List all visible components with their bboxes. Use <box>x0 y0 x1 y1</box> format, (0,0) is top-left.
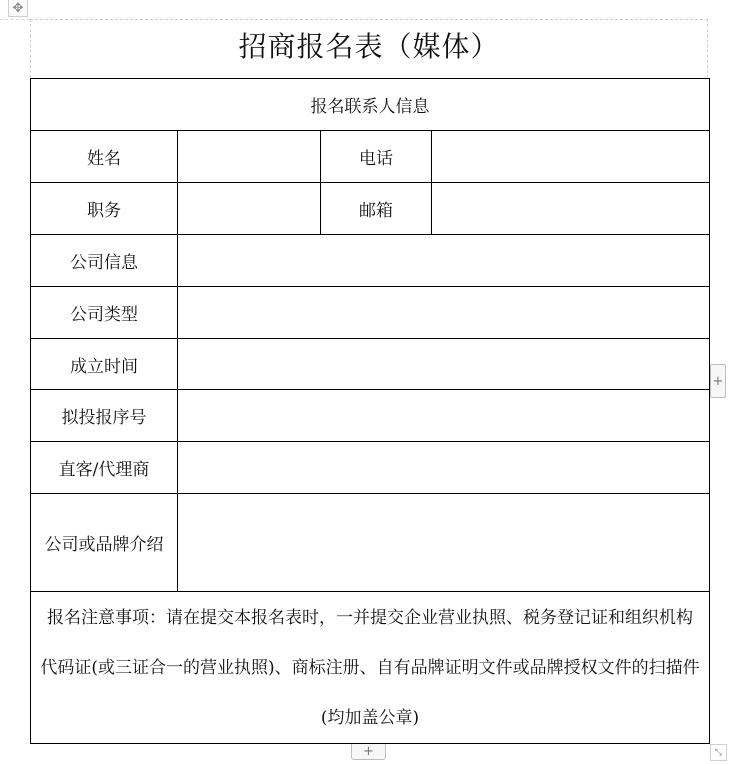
table-guide-line <box>0 19 30 20</box>
client-type-field[interactable] <box>178 442 710 494</box>
notes-line-2: 代码证(或三证合一的营业执照)、商标注册、自有品牌证明文件或品牌授权文件的扫描件 <box>40 657 700 678</box>
add-row-button[interactable] <box>351 744 386 760</box>
label-company-intro: 公司或品牌介绍 <box>31 494 178 592</box>
plus-icon: + <box>363 744 374 759</box>
label-bid-number: 拟投报序号 <box>31 390 178 442</box>
label-client-type: 直客/代理商 <box>31 442 178 494</box>
label-company-info: 公司信息 <box>31 235 178 287</box>
notes-line-3: (均加盖公章) <box>320 707 420 728</box>
add-column-button[interactable] <box>710 364 726 398</box>
label-name: 姓名 <box>31 131 178 183</box>
company-info-field[interactable] <box>178 235 710 287</box>
phone-field[interactable] <box>432 131 710 183</box>
table-move-handle[interactable] <box>8 0 28 17</box>
position-field[interactable] <box>178 183 321 235</box>
notes-line-1: 报名注意事项：请在提交本报名表时，一并提交企业营业执照、税务登记证和组织机构 <box>47 607 693 628</box>
resize-icon: ⤡ <box>714 747 723 758</box>
plus-icon: + <box>712 373 724 389</box>
section-header-contact: 报名联系人信息 <box>31 79 710 131</box>
table-resize-handle[interactable] <box>710 744 727 761</box>
founded-date-field[interactable] <box>178 339 710 390</box>
label-company-type: 公司类型 <box>31 287 178 339</box>
company-intro-field[interactable] <box>178 494 710 592</box>
company-type-field[interactable] <box>178 287 710 339</box>
email-field[interactable] <box>432 183 710 235</box>
name-field[interactable] <box>178 131 321 183</box>
registration-notes <box>31 592 710 744</box>
page-title: 招商报名表（媒体） <box>238 30 500 63</box>
label-phone: 电话 <box>321 131 432 183</box>
label-email: 邮箱 <box>321 183 432 235</box>
bid-number-field[interactable] <box>178 390 710 442</box>
move-icon: ✥ <box>12 0 24 16</box>
label-position: 职务 <box>31 183 178 235</box>
registration-form-table <box>30 78 710 744</box>
label-founded-date: 成立时间 <box>31 339 178 390</box>
